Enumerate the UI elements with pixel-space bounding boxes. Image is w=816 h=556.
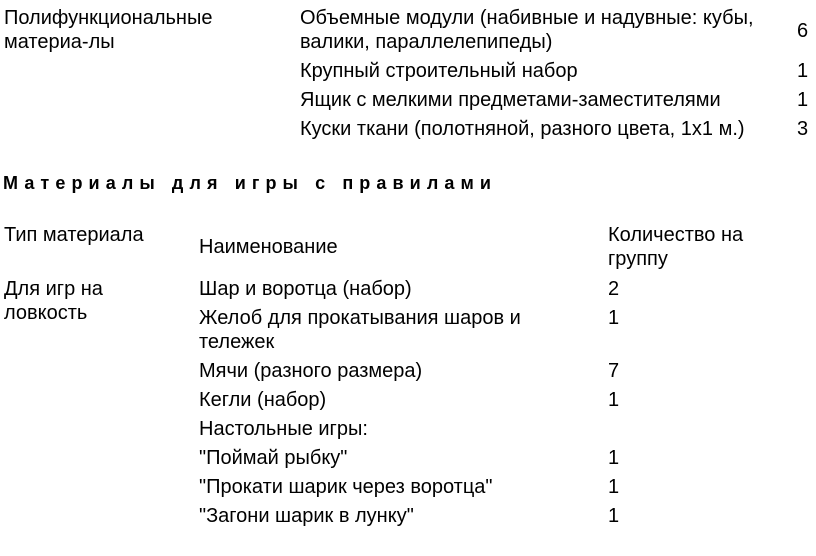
table2-category-cell: Для игр на ловкость	[4, 278, 103, 324]
table2-row-name: Шар и воротца (набор)	[199, 278, 412, 300]
table1-row-name: Объемные модули (набивные и надувные: кубы, валики, параллелепипеды)	[300, 7, 754, 53]
table1-row-qty: 1	[797, 60, 809, 82]
table1-category-cell: Полифункциональные материа-лы	[4, 7, 213, 53]
table2-header-type: Тип материала	[4, 224, 144, 246]
table2-header-name: Наименование	[199, 236, 338, 258]
table2-row-name: "Прокати шарик через воротца"	[199, 476, 493, 498]
table2-row-qty: 2	[608, 278, 620, 300]
table2-row-name: Настольные игры:	[199, 418, 368, 440]
table2-row-name: Желоб для прокатывания шаров и тележек	[199, 307, 521, 353]
table1-row-name: Крупный строительный набор	[300, 60, 578, 82]
table1-row-qty: 6	[797, 20, 809, 42]
table2-row-qty: 1	[608, 307, 620, 329]
table2-row-name: Мячи (разного размера)	[199, 360, 423, 382]
table1-row-name: Ящик с мелкими предметами-заместителями	[300, 89, 721, 111]
table2-row-qty: 1	[608, 476, 620, 498]
table2-row-qty: 1	[608, 447, 620, 469]
table2-row-name: Кегли (набор)	[199, 389, 327, 411]
table1-row-qty: 3	[797, 118, 809, 140]
table1-row-qty: 1	[797, 89, 809, 111]
table2-row-name: "Поймай рыбку"	[199, 447, 348, 469]
table2-row-qty: 1	[608, 389, 620, 411]
table2-row-name: "Загони шарик в лунку"	[199, 505, 414, 527]
table1-row-name: Куски ткани (полотняной, разного цвета, 1х1 м.)	[300, 118, 745, 140]
table2-header-qty: Количество на группу	[608, 224, 744, 270]
table2-row-qty: 1	[608, 505, 620, 527]
section-heading: Материалы для игры с правилами	[3, 173, 498, 193]
table2-row-qty: 7	[608, 360, 620, 382]
